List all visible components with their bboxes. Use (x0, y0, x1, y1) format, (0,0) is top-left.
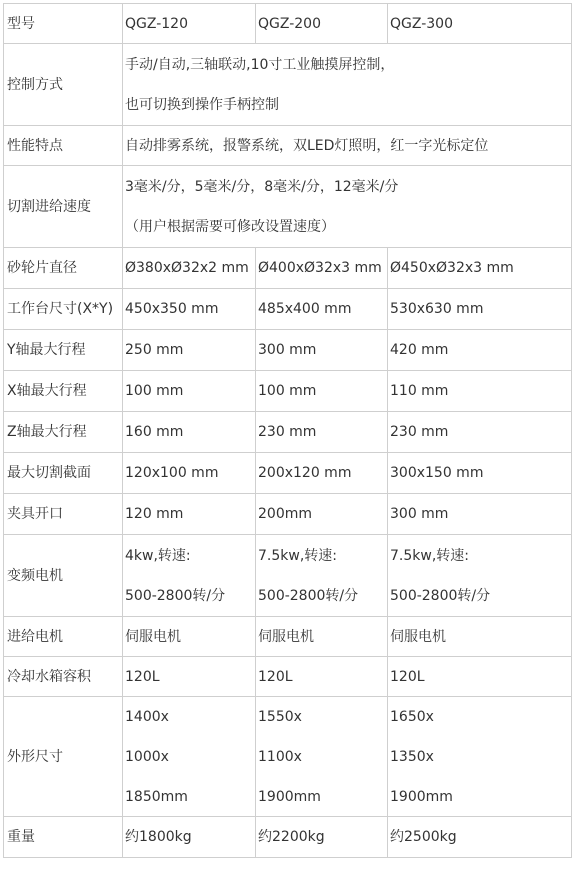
cell-text: 485x400 mm (258, 301, 352, 317)
cell-qgz-300 (388, 657, 572, 697)
table-row-features (4, 126, 572, 166)
row-label-text: 控制方式 (7, 76, 63, 93)
row-label (4, 289, 123, 330)
row-label (4, 371, 123, 412)
row-label (4, 494, 123, 535)
table-row-vfd-motor (4, 535, 572, 617)
cell-qgz-120 (123, 617, 256, 657)
row-label-text: X轴最大行程 (7, 383, 87, 399)
table-row-coolant-tank (4, 657, 572, 697)
cell-text: 420 mm (390, 342, 449, 358)
cell-qgz-200 (256, 697, 388, 817)
cell-text: 7.5kw,转速: (258, 547, 337, 564)
cell-text: QGZ-200 (258, 15, 321, 32)
table-row-clamp-opening (4, 494, 572, 535)
cell-text: 伺服电机 (258, 628, 314, 645)
row-label-text: 冷却水箱容积 (7, 668, 91, 685)
cell-text: 530x630 mm (390, 301, 484, 317)
row-label (4, 697, 123, 817)
row-label-text: 性能特点 (7, 137, 63, 154)
cell-qgz-200 (256, 371, 388, 412)
row-label (4, 453, 123, 494)
row-label-text: 最大切割截面 (7, 465, 91, 481)
cell-text: 230 mm (258, 424, 317, 440)
cell-text: QGZ-120 (125, 15, 188, 32)
row-label (4, 166, 123, 248)
cell-qgz-300 (388, 330, 572, 371)
cell-text: 约2500kg (390, 829, 457, 845)
cell-qgz-300 (388, 289, 572, 330)
cell-qgz-300 (388, 412, 572, 453)
cell-text: 1100x (258, 748, 302, 765)
row-label (4, 657, 123, 697)
cell-qgz-120 (123, 494, 256, 535)
table-row-model (4, 4, 572, 44)
table-row-dimensions (4, 697, 572, 817)
row-label (4, 412, 123, 453)
cell-text: 也可切换到操作手柄控制 (125, 96, 279, 113)
cell-text: 约1800kg (125, 829, 192, 845)
cell-text: （用户根据需要可修改设置速度） (125, 218, 335, 235)
cell-qgz-300 (388, 494, 572, 535)
cell-qgz-300 (388, 817, 572, 858)
cell-qgz-120 (123, 330, 256, 371)
cell-text: 约2200kg (258, 829, 325, 845)
cell-text: 200x120 mm (258, 465, 352, 481)
row-label (4, 126, 123, 166)
cell-text: 1350x (390, 748, 434, 765)
table-row-table-size (4, 289, 572, 330)
cell-text: 110 mm (390, 383, 449, 399)
cell-text: 120L (125, 668, 160, 685)
cell-qgz-300 (388, 697, 572, 817)
row-label-text: 变频电机 (7, 567, 63, 584)
table-row-z-travel (4, 412, 572, 453)
cell-text: 300 mm (258, 342, 317, 358)
cell-qgz-200 (256, 453, 388, 494)
cell-text: Ø380xØ32x2 mm (125, 260, 249, 276)
cell-text: 1400x (125, 708, 169, 725)
cell-text: 1550x (258, 708, 302, 725)
table-row-y-travel (4, 330, 572, 371)
cell-qgz-200 (256, 617, 388, 657)
cell-text: 1900mm (258, 788, 321, 805)
cell-qgz-120 (123, 453, 256, 494)
row-label (4, 535, 123, 617)
row-label-text: 进给电机 (7, 628, 63, 645)
cell-text: 100 mm (258, 383, 317, 399)
row-label-text: 切割进给速度 (7, 198, 91, 215)
cell-text: 120L (258, 668, 293, 685)
cell-text: 1650x (390, 708, 434, 725)
row-label (4, 617, 123, 657)
cell-text: 300x150 mm (390, 465, 484, 481)
cell-text: 伺服电机 (125, 628, 181, 645)
span-cell (123, 126, 572, 166)
row-label-text: 外形尺寸 (7, 748, 63, 765)
span-cell (123, 44, 572, 126)
table-row-wheel-diameter (4, 248, 572, 289)
cell-text: 500-2800转/分 (390, 587, 491, 604)
cell-qgz-200 (256, 248, 388, 289)
row-label-text: Y轴最大行程 (7, 342, 86, 358)
spec-table (3, 3, 572, 858)
cell-text: Ø450xØ32x3 mm (390, 260, 514, 276)
cell-qgz-200 (256, 289, 388, 330)
cell-qgz-120 (123, 371, 256, 412)
cell-qgz-120 (123, 289, 256, 330)
cell-text: 7.5kw,转速: (390, 547, 469, 564)
table-row-control-mode (4, 44, 572, 126)
cell-text: 100 mm (125, 383, 184, 399)
cell-text: 120 mm (125, 506, 184, 522)
row-label (4, 44, 123, 126)
cell-qgz-300 (388, 248, 572, 289)
table-row-weight (4, 817, 572, 858)
cell-text: 3毫米/分，5毫米/分，8毫米/分，12毫米/分 (125, 178, 399, 195)
row-label (4, 4, 123, 44)
cell-text: Ø400xØ32x3 mm (258, 260, 382, 276)
cell-text: 1000x (125, 748, 169, 765)
row-label (4, 330, 123, 371)
cell-text: 450x350 mm (125, 301, 219, 317)
cell-text: 160 mm (125, 424, 184, 440)
span-cell (123, 166, 572, 248)
cell-text: QGZ-300 (390, 15, 453, 32)
cell-qgz-300 (388, 453, 572, 494)
cell-text: 手动/自动,三轴联动,10寸工业触摸屏控制， (125, 56, 395, 73)
cell-qgz-120 (123, 248, 256, 289)
cell-qgz-300 (388, 535, 572, 617)
cell-text: 1850mm (125, 788, 188, 805)
cell-text: 4kw,转速: (125, 547, 191, 564)
cell-qgz-120 (123, 697, 256, 817)
cell-qgz-120 (123, 535, 256, 617)
row-label-text: 工作台尺寸(X*Y) (7, 301, 114, 317)
cell-qgz-300 (388, 4, 572, 44)
cell-qgz-200 (256, 817, 388, 858)
row-label-text: 型号 (7, 15, 35, 32)
cell-qgz-200 (256, 330, 388, 371)
cell-text: 1900mm (390, 788, 453, 805)
table-row-max-section (4, 453, 572, 494)
cell-qgz-120 (123, 657, 256, 697)
cell-text: 120x100 mm (125, 465, 219, 481)
cell-qgz-200 (256, 412, 388, 453)
cell-text: 200mm (258, 506, 312, 522)
cell-text: 250 mm (125, 342, 184, 358)
cell-qgz-300 (388, 371, 572, 412)
table-row-feed-speed (4, 166, 572, 248)
row-label (4, 248, 123, 289)
cell-qgz-120 (123, 412, 256, 453)
row-label (4, 817, 123, 858)
cell-qgz-200 (256, 4, 388, 44)
cell-qgz-120 (123, 817, 256, 858)
cell-text: 伺服电机 (390, 628, 446, 645)
cell-text: 300 mm (390, 506, 449, 522)
spec-table-body (4, 4, 572, 858)
cell-text: 500-2800转/分 (258, 587, 359, 604)
table-row-feed-motor (4, 617, 572, 657)
table-row-x-travel (4, 371, 572, 412)
row-label-text: 夹具开口 (7, 506, 63, 522)
cell-text: 230 mm (390, 424, 449, 440)
row-label-text: Z轴最大行程 (7, 424, 87, 440)
cell-qgz-300 (388, 617, 572, 657)
cell-text: 自动排雾系统，报警系统，双LED灯照明，红一字光标定位 (125, 137, 489, 154)
row-label-text: 砂轮片直径 (7, 260, 77, 276)
cell-text: 500-2800转/分 (125, 587, 226, 604)
row-label-text: 重量 (7, 829, 35, 845)
cell-qgz-200 (256, 657, 388, 697)
cell-text: 120L (390, 668, 425, 685)
cell-qgz-200 (256, 535, 388, 617)
cell-qgz-120 (123, 4, 256, 44)
cell-qgz-200 (256, 494, 388, 535)
